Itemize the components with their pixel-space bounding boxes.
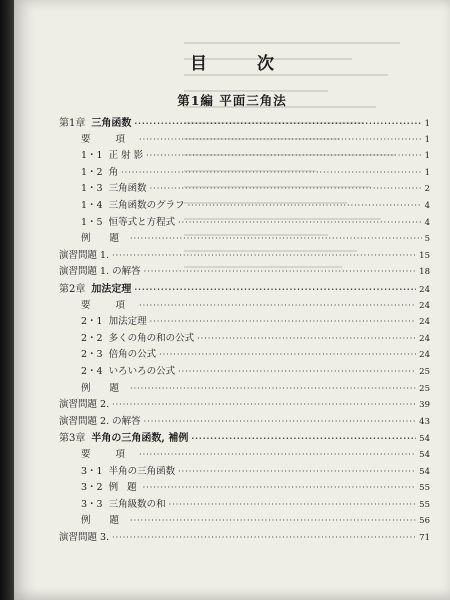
toc-entry-row: [59, 513, 430, 529]
toc-entry-text: 例 題: [108, 482, 140, 494]
toc-entry-row: [59, 198, 430, 214]
toc-entry-text: 要 項: [81, 449, 137, 460]
toc-entry-text: 三角函数のグラフ: [108, 200, 185, 211]
toc-entry-text: 加法定理: [108, 316, 147, 328]
toc-entry-row: [59, 447, 430, 463]
toc-entry-label: [59, 414, 141, 430]
toc-entry-row: [59, 497, 430, 513]
toc-entry-row: [59, 414, 430, 430]
book-spine-shadow: [0, 0, 14, 600]
toc-page-number: 54: [419, 466, 430, 477]
leader-dots: [169, 497, 417, 513]
leader-dots: [143, 480, 417, 496]
toc-entry-label: [81, 181, 147, 197]
leader-dots: [144, 264, 417, 280]
toc-entry-number: 1・3: [81, 183, 103, 195]
toc-entry-label: [59, 248, 109, 264]
toc-entry-number: 3・3: [81, 498, 103, 510]
toc-page-number: 39: [419, 400, 430, 411]
leader-dots: [139, 298, 416, 314]
toc-entry-row: [59, 248, 430, 264]
toc-entry-number: 第2章: [59, 284, 86, 295]
toc-entry-row: [59, 181, 430, 197]
toc-entry-row: [59, 464, 430, 480]
toc-page-number: 54: [419, 450, 430, 460]
toc-page-number: 2: [424, 184, 430, 195]
leader-dots: [146, 148, 421, 164]
toc-entry-label: [81, 198, 185, 214]
toc-entry-text: 多くの角の和の公式: [108, 332, 195, 344]
toc-entry-text: 恒等式と方程式: [108, 216, 176, 228]
toc-page-number: 25: [419, 383, 430, 394]
toc-entry-number: 1・2: [81, 166, 103, 178]
toc-entry-label: [81, 298, 136, 314]
toc-entry-label: [81, 314, 147, 330]
toc-entry-number: 1・5: [81, 216, 103, 228]
leader-dots: [112, 248, 416, 264]
leader-dots: [112, 397, 416, 413]
leader-dots: [150, 181, 422, 197]
toc-entry-number: 3・2: [81, 482, 103, 494]
leader-dots: [139, 447, 416, 463]
toc-entry-text: 倍角の公式: [108, 349, 157, 361]
toc-entry-row: [59, 148, 430, 164]
toc-entry-row: [59, 231, 430, 247]
leader-dots: [130, 513, 416, 529]
toc-entry-label: [81, 347, 156, 363]
toc-chapter-row: [59, 115, 430, 131]
toc-entry-text: 演習問題 2. の解答: [59, 415, 141, 427]
part-heading: 第1編 平面三角法: [177, 93, 287, 108]
toc-entry-row: [59, 397, 430, 413]
leader-dots: [134, 115, 421, 131]
toc-page-number: 55: [419, 483, 430, 494]
toc-entry-text: 角: [108, 166, 119, 178]
toc-entry-text: 半角の三角函数, 補例: [91, 433, 189, 445]
toc-entry-row: [59, 530, 430, 546]
toc-entry-row: [59, 381, 430, 397]
toc-entry-label: [81, 231, 127, 247]
toc-entry-number: 2・3: [81, 349, 103, 361]
toc-entry-number: 2・2: [81, 332, 103, 344]
toc-page-number: 71: [419, 533, 430, 543]
toc-page-number: 24: [419, 285, 430, 295]
toc-page-number: 56: [419, 516, 430, 527]
leader-dots: [144, 414, 417, 430]
toc-entry-row: [59, 364, 430, 380]
toc-entry-label: [81, 364, 175, 380]
toc-chapter-row: [59, 281, 430, 297]
toc-entry-number: 2・4: [81, 366, 103, 377]
toc-entry-text: 半角の三角函数: [108, 465, 176, 477]
toc-entry-label: [59, 282, 131, 298]
leader-dots: [139, 132, 422, 148]
toc-page-number: 54: [419, 434, 430, 445]
toc-entry-row: [59, 215, 430, 231]
toc-entry-label: [81, 148, 143, 164]
toc-page-number: 24: [419, 317, 430, 328]
toc-entry-text: いろいろの公式: [108, 366, 176, 377]
toc-entry-text: 演習問題 2.: [59, 399, 110, 411]
leader-dots: [197, 331, 416, 347]
toc-entry-text: 要 項: [81, 299, 137, 311]
toc-entry-label: [81, 132, 136, 148]
toc-entry-number: 3・1: [81, 465, 103, 477]
toc-chapter-row: [59, 430, 430, 446]
toc-page-number: 1: [424, 167, 430, 178]
toc-entry-label: [59, 431, 188, 447]
toc-page-number: 5: [424, 234, 430, 245]
leader-dots: [121, 165, 421, 181]
toc-entry-number: 1・1: [81, 150, 103, 162]
leader-dots: [178, 464, 416, 480]
toc-page-number: 1: [424, 134, 430, 145]
toc-entry-row: [59, 298, 430, 314]
leader-dots: [159, 347, 416, 363]
toc-entry-label: [81, 215, 175, 231]
toc-entry-text: 加法定理: [91, 284, 132, 295]
leader-dots: [112, 530, 416, 546]
toc-entry-text: 例 題: [81, 515, 128, 527]
toc-page-number: 24: [419, 333, 430, 344]
leader-dots: [191, 430, 416, 446]
toc-page-number: 55: [419, 499, 430, 510]
toc-entry-number: 第1章: [59, 118, 86, 129]
toc-entry-label: [59, 116, 131, 132]
toc-entry-row: [59, 132, 430, 148]
toc-entry-label: [81, 480, 140, 496]
toc-entry-label: [81, 447, 136, 463]
toc-entry-label: [81, 331, 194, 347]
toc-page-number: 18: [419, 267, 430, 278]
toc-entry-text: 演習問題 1. の解答: [59, 266, 141, 278]
toc-page-number: 43: [419, 416, 430, 427]
toc-page-number: 24: [419, 350, 430, 361]
toc-entry-row: [59, 347, 430, 363]
toc-entry-label: [81, 464, 175, 480]
toc-entry-label: [81, 165, 118, 181]
toc-entry-text: 三角函数: [91, 118, 132, 129]
toc-entry-text: 正 射 影: [108, 150, 144, 162]
toc-entry-row: [59, 480, 430, 496]
book-page: [14, 0, 450, 600]
toc-entry-label: [59, 264, 141, 280]
toc-page-number: 25: [419, 367, 430, 377]
leader-dots: [178, 215, 421, 231]
toc-entry-number: 2・1: [81, 316, 103, 328]
toc-page-number: 24: [419, 300, 430, 311]
toc-entry-row: [59, 314, 430, 330]
toc-entry-label: [59, 530, 109, 546]
toc-page-number: 4: [424, 217, 430, 228]
toc-entry-number: 1・4: [81, 200, 103, 211]
toc-page-number: 1: [424, 151, 430, 162]
toc-entry-label: [81, 497, 166, 513]
toc-entry-label: [81, 513, 127, 529]
toc-entry-text: 三角級数の和: [108, 498, 166, 510]
leader-dots: [130, 231, 422, 247]
toc-page-number: 1: [424, 119, 430, 129]
toc-page-number: 15: [419, 250, 430, 261]
leader-dots: [188, 198, 422, 214]
page-title: 目 次: [190, 54, 296, 74]
leader-dots: [134, 281, 416, 297]
toc-entry-text: 要 項: [81, 133, 137, 145]
toc-entry-row: [59, 331, 430, 347]
toc-entry-label: [81, 381, 127, 397]
leader-dots: [130, 381, 416, 397]
toc-entry-label: [59, 397, 109, 413]
toc-entry-text: 演習問題 3.: [59, 532, 110, 543]
toc-entry-text: 演習問題 1.: [59, 249, 110, 261]
toc-entry-text: 三角函数: [108, 183, 147, 195]
toc-entry-text: 例 題: [81, 233, 128, 245]
toc-page-number: 4: [424, 201, 430, 211]
toc-entry-number: 第3章: [59, 433, 86, 445]
toc-entry-text: 例 題: [81, 382, 128, 394]
toc-entry-row: [59, 264, 430, 280]
leader-dots: [150, 314, 417, 330]
leader-dots: [178, 364, 416, 380]
toc-entry-row: [59, 165, 430, 181]
